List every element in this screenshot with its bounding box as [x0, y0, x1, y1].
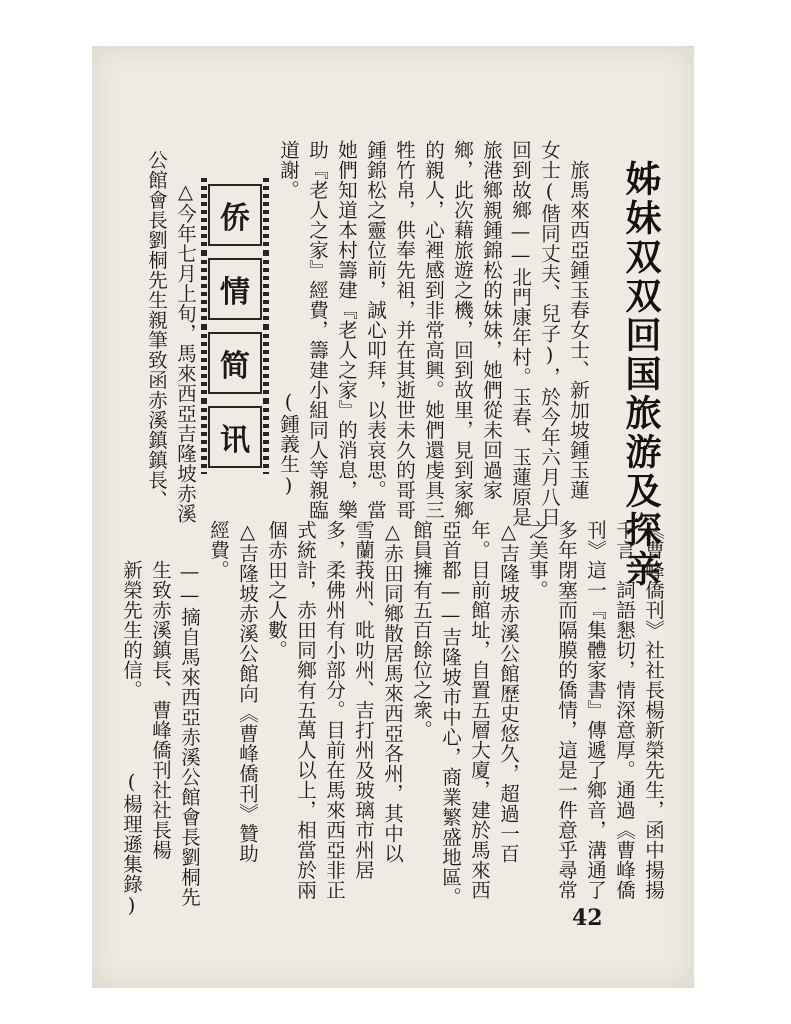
news-column: 《曹峰僑刊》社社長楊新榮先生，函中揚揚: [642, 520, 665, 900]
news-column: 館員擁有五百餘位之衆。: [410, 520, 433, 740]
news-column: △吉隆坡赤溪公館歷史悠久，超過一百: [497, 520, 520, 864]
news-column: △赤田同鄉散居馬來西亞各州，其中以: [381, 520, 404, 864]
news-column: 公館會長劉桐先生親筆致函赤溪鎮鎮長、: [145, 150, 168, 510]
news-column: 式統計，赤田同鄉有五萬人以上，相當於兩: [294, 520, 317, 900]
article-column: 道謝。 (鍾義生): [277, 140, 300, 498]
news-column: 亞首都——吉隆坡市中心，商業繁盛地區。: [439, 520, 462, 907]
news-column: 多年閉塞而隔膜的僑情，這是一件意乎尋常: [555, 520, 578, 900]
news-column: 新榮先生的信。 (楊理遜集錄): [120, 560, 143, 918]
article-column: 鄉，此次藉旅遊之機，回到故里，見到家鄉: [451, 140, 474, 520]
news-column: △今年七月上旬，馬來西亞吉隆坡赤溪: [174, 180, 197, 524]
heading-char-4: 讯: [208, 406, 262, 468]
heading-char-3: 简: [208, 332, 262, 394]
article-column: 助『老人之家』經費，籌建小組同人等親臨: [306, 140, 329, 520]
heading-char-2: 情: [208, 258, 262, 320]
heading-char-1: 侨: [208, 184, 262, 246]
news-column: 之美事。: [526, 520, 549, 600]
news-column: 雪蘭莪州、吡叻州、吉打州及玻璃市州居: [352, 520, 375, 880]
news-column: 多，柔佛州有小部分。目前在馬來西亞非正: [323, 520, 346, 900]
news-column: 生致赤溪鎮長、曹峰僑刊社社長楊: [149, 560, 172, 860]
article-column: 的親人，心裡感到非常高興。她們還虔具三: [422, 140, 445, 520]
page-number: 42: [572, 905, 603, 931]
article-column: 牲竹帛，供奉先祖，并在其逝世未久的哥哥: [393, 140, 416, 520]
article-column: 她們知道本村籌建『老人之家』的消息，樂: [335, 140, 358, 520]
article-title: 姊妹双双回国旅游及探亲: [620, 160, 661, 589]
article-column: 鍾錦松之靈位前，誠心叩拜，以表哀思。當: [364, 140, 387, 520]
article-column: 女士(偕同丈夫、兒子)，於今年六月八日: [538, 140, 561, 527]
news-column: ——摘自馬來西亞赤溪公館會長劉桐先: [178, 560, 201, 907]
article-column: 旅港鄉親鍾錦松的妹妹，她們從未回過家: [480, 140, 503, 500]
news-column: △吉隆坡赤溪公館向《曹峰僑刊》贊助: [236, 520, 259, 864]
news-column: 個赤田之人數。: [265, 520, 288, 660]
news-column: 刊》這一『集體家書』傳遞了鄉音，溝通了: [584, 520, 607, 900]
article-column: 旅馬來西亞鍾玉春女士、新加坡鍾玉蓮: [567, 160, 590, 500]
news-column: 年。目前館址，自置五層大廈，建於馬來西: [468, 520, 491, 900]
news-column: 經費。: [207, 520, 230, 580]
news-column: 千言，詞語懇切，情深意厚。通過《曹峰僑: [613, 520, 636, 900]
article-column: 回到故鄉——北門康年村。玉春、玉蓮原是: [509, 140, 532, 527]
